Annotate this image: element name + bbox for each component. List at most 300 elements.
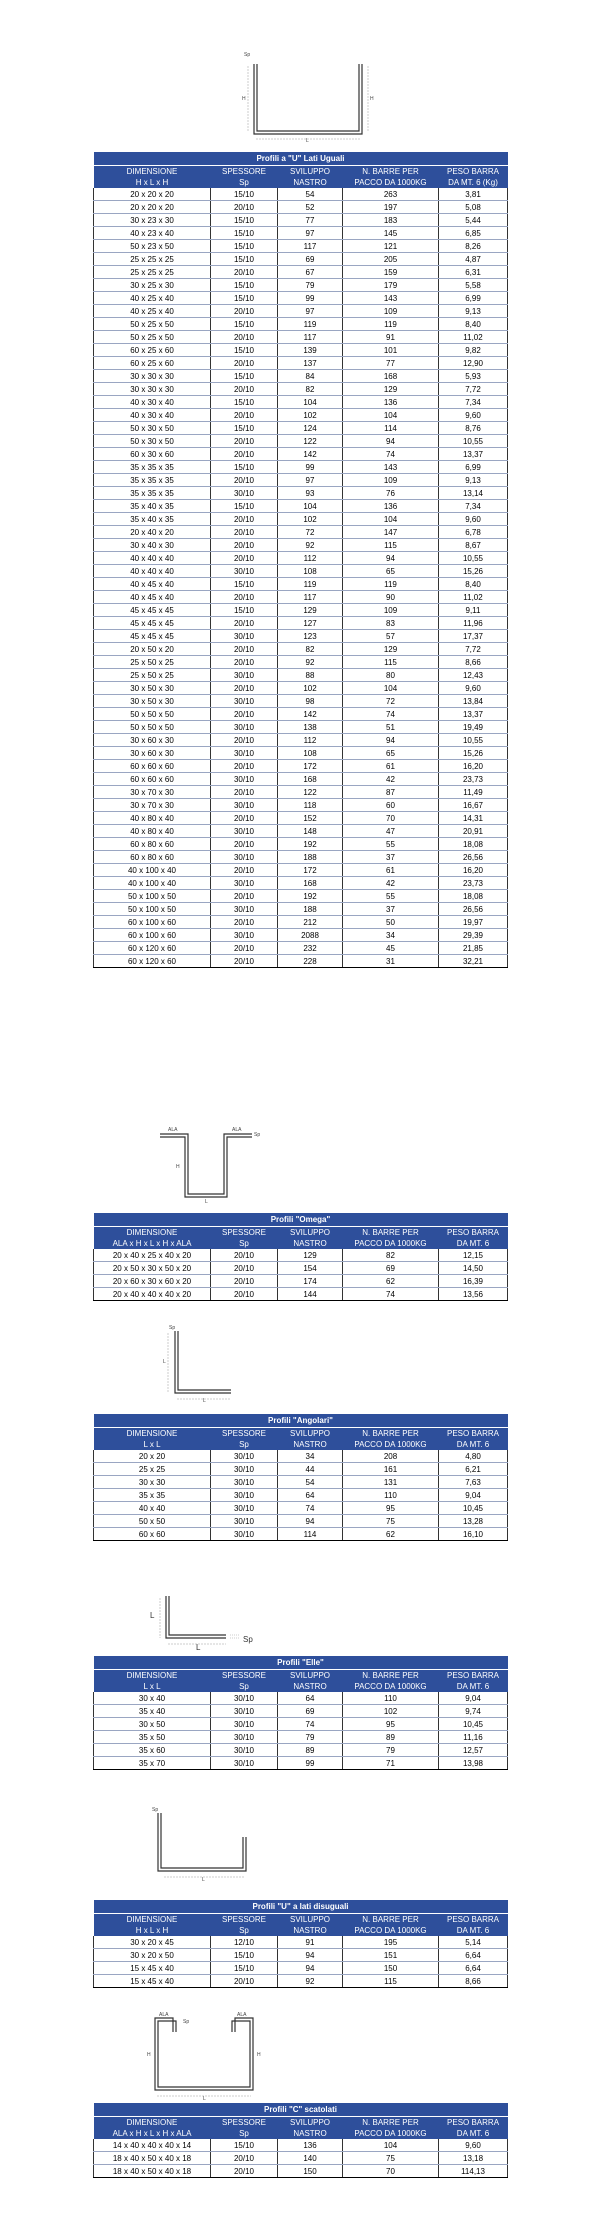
bars-cell: 55 <box>343 838 439 851</box>
bars-cell: 104 <box>343 409 439 422</box>
weight-cell: 6,64 <box>439 1962 508 1975</box>
thickness-cell: 20/10 <box>211 474 278 487</box>
thickness-cell: 20/10 <box>211 1249 278 1262</box>
weight-cell: 8,67 <box>439 539 508 552</box>
thickness-cell: 15/10 <box>211 318 278 331</box>
development-cell: 99 <box>278 461 343 474</box>
col-development-sub: NASTRO <box>278 1439 343 1450</box>
dimension-cell: 20 x 20 x 20 <box>94 201 211 214</box>
bars-cell: 115 <box>343 656 439 669</box>
thickness-cell: 30/10 <box>211 903 278 916</box>
dimension-cell: 60 x 60 x 60 <box>94 760 211 773</box>
weight-cell: 9,13 <box>439 305 508 318</box>
dimension-cell: 30 x 40 x 30 <box>94 539 211 552</box>
bars-cell: 75 <box>343 2152 439 2165</box>
thickness-cell: 30/10 <box>211 1692 278 1705</box>
thickness-cell: 20/10 <box>211 786 278 799</box>
development-cell: 139 <box>278 344 343 357</box>
table-row <box>94 617 508 630</box>
col-weight: PESO BARRA <box>439 166 508 178</box>
bars-cell: 65 <box>343 565 439 578</box>
weight-cell: 11,49 <box>439 786 508 799</box>
bars-cell: 129 <box>343 383 439 396</box>
bars-cell: 119 <box>343 318 439 331</box>
development-cell: 69 <box>278 253 343 266</box>
development-cell: 74 <box>278 1718 343 1731</box>
col-dimension-sub: L x L <box>94 1681 211 1692</box>
weight-cell: 16,67 <box>439 799 508 812</box>
table-row <box>94 487 508 500</box>
development-cell: 89 <box>278 1744 343 1757</box>
table-row <box>94 630 508 643</box>
development-cell: 154 <box>278 1262 343 1275</box>
thickness-cell: 30/10 <box>211 1528 278 1541</box>
dimension-cell: 40 x 100 x 40 <box>94 877 211 890</box>
development-cell: 74 <box>278 1502 343 1515</box>
col-development: SVILUPPO <box>278 1428 343 1440</box>
height-label-right: H <box>370 96 374 102</box>
col-dimension-sub: H x L x H <box>94 1925 211 1936</box>
table-row <box>94 526 508 539</box>
col-weight-sub: DA MT. 6 <box>439 1925 508 1936</box>
dimension-cell: 15 x 45 x 40 <box>94 1962 211 1975</box>
col-thickness-sub: Sp <box>211 1238 278 1249</box>
dimension-cell: 40 x 80 x 40 <box>94 812 211 825</box>
weight-cell: 13,56 <box>439 1288 508 1301</box>
bars-cell: 69 <box>343 1262 439 1275</box>
weight-cell: 10,45 <box>439 1718 508 1731</box>
height-label-right: H <box>257 2052 261 2058</box>
table-title: Profili "U" a lati disuguali <box>94 1900 508 1914</box>
weight-cell: 7,72 <box>439 643 508 656</box>
col-weight-sub: DA MT. 6 <box>439 2128 508 2139</box>
development-cell: 102 <box>278 682 343 695</box>
table-row <box>94 1705 508 1718</box>
development-cell: 232 <box>278 942 343 955</box>
bars-cell: 150 <box>343 1962 439 1975</box>
weight-cell: 14,50 <box>439 1262 508 1275</box>
col-weight-sub: DA MT. 6 <box>439 1439 508 1450</box>
bars-cell: 121 <box>343 240 439 253</box>
dimension-cell: 20 x 50 x 30 x 50 x 20 <box>94 1262 211 1275</box>
table-omega <box>93 1213 508 1301</box>
dimension-cell: 60 x 25 x 60 <box>94 344 211 357</box>
table-row <box>94 500 508 513</box>
development-cell: 114 <box>278 1528 343 1541</box>
bars-cell: 161 <box>343 1463 439 1476</box>
dimension-cell: 60 x 30 x 60 <box>94 448 211 461</box>
bars-cell: 74 <box>343 1288 439 1301</box>
table-row <box>94 396 508 409</box>
col-bars: N. BARRE PER <box>343 1914 439 1926</box>
thickness-cell: 15/10 <box>211 461 278 474</box>
development-cell: 188 <box>278 903 343 916</box>
development-cell: 172 <box>278 864 343 877</box>
dimension-cell: 25 x 25 <box>94 1463 211 1476</box>
development-cell: 112 <box>278 552 343 565</box>
development-cell: 69 <box>278 1705 343 1718</box>
dimension-cell: 60 x 100 x 60 <box>94 916 211 929</box>
bars-cell: 31 <box>343 955 439 968</box>
dimension-cell: 20 x 50 x 20 <box>94 643 211 656</box>
table-row <box>94 201 508 214</box>
height-label-left: H <box>147 2052 151 2058</box>
development-cell: 104 <box>278 396 343 409</box>
thickness-cell: 30/10 <box>211 565 278 578</box>
development-cell: 97 <box>278 305 343 318</box>
development-cell: 119 <box>278 578 343 591</box>
dimension-cell: 50 x 50 x 50 <box>94 708 211 721</box>
thickness-cell: 20/10 <box>211 1262 278 1275</box>
dimension-cell: 45 x 45 x 45 <box>94 604 211 617</box>
length-label: L <box>203 2096 206 2100</box>
weight-cell: 5,93 <box>439 370 508 383</box>
dimension-cell: 50 x 25 x 50 <box>94 318 211 331</box>
col-thickness: SPESSORE <box>211 1428 278 1440</box>
thickness-label: Sp <box>254 1132 261 1138</box>
development-cell: 192 <box>278 838 343 851</box>
dimension-cell: 30 x 70 x 30 <box>94 786 211 799</box>
bars-cell: 159 <box>343 266 439 279</box>
table-row <box>94 474 508 487</box>
development-cell: 44 <box>278 1463 343 1476</box>
thickness-cell: 15/10 <box>211 370 278 383</box>
bars-cell: 110 <box>343 1692 439 1705</box>
thickness-label: Sp <box>244 52 251 58</box>
thickness-cell: 20/10 <box>211 1975 278 1988</box>
development-cell: 79 <box>278 1731 343 1744</box>
development-cell: 129 <box>278 604 343 617</box>
dimension-cell: 30 x 60 x 30 <box>94 747 211 760</box>
development-cell: 188 <box>278 851 343 864</box>
dimension-cell: 30 x 20 x 50 <box>94 1949 211 1962</box>
table-row <box>94 734 508 747</box>
weight-cell: 3,81 <box>439 188 508 201</box>
dimension-cell: 40 x 45 x 40 <box>94 591 211 604</box>
thickness-cell: 20/10 <box>211 539 278 552</box>
bars-cell: 70 <box>343 812 439 825</box>
weight-cell: 6,99 <box>439 461 508 474</box>
col-dimension: DIMENSIONE <box>94 1670 211 1682</box>
dimension-cell: 60 x 60 <box>94 1528 211 1541</box>
weight-cell: 16,10 <box>439 1528 508 1541</box>
development-cell: 94 <box>278 1962 343 1975</box>
table-row <box>94 786 508 799</box>
table-row <box>94 2152 508 2165</box>
dimension-cell: 40 x 30 x 40 <box>94 409 211 422</box>
thickness-cell: 15/10 <box>211 396 278 409</box>
development-cell: 2088 <box>278 929 343 942</box>
weight-cell: 13,37 <box>439 708 508 721</box>
col-weight: PESO BARRA <box>439 1670 508 1682</box>
dimension-cell: 40 x 45 x 40 <box>94 578 211 591</box>
table-row <box>94 1262 508 1275</box>
thickness-cell: 30/10 <box>211 721 278 734</box>
bars-cell: 61 <box>343 864 439 877</box>
table-row <box>94 552 508 565</box>
col-development: SVILUPPO <box>278 1670 343 1682</box>
weight-cell: 9,74 <box>439 1705 508 1718</box>
col-dimension: DIMENSIONE <box>94 166 211 178</box>
weight-cell: 5,44 <box>439 214 508 227</box>
table-row <box>94 877 508 890</box>
weight-cell: 8,40 <box>439 578 508 591</box>
table-title: Profili "C" scatolati <box>94 2103 508 2117</box>
dimension-cell: 40 x 40 <box>94 1502 211 1515</box>
weight-cell: 7,63 <box>439 1476 508 1489</box>
bars-cell: 136 <box>343 500 439 513</box>
development-cell: 172 <box>278 760 343 773</box>
weight-cell: 10,55 <box>439 552 508 565</box>
table-row <box>94 812 508 825</box>
bars-cell: 55 <box>343 890 439 903</box>
dimension-cell: 30 x 50 x 30 <box>94 682 211 695</box>
thickness-cell: 30/10 <box>211 1502 278 1515</box>
development-cell: 112 <box>278 734 343 747</box>
table-u-unequal <box>93 1900 508 1988</box>
col-development-sub: NASTRO <box>278 2128 343 2139</box>
weight-cell: 11,16 <box>439 1731 508 1744</box>
development-cell: 122 <box>278 786 343 799</box>
dimension-cell: 20 x 40 x 25 x 40 x 20 <box>94 1249 211 1262</box>
thickness-cell: 15/10 <box>211 344 278 357</box>
dimension-cell: 60 x 120 x 60 <box>94 955 211 968</box>
thickness-cell: 30/10 <box>211 630 278 643</box>
table-title: Profili a "U" Lati Uguali <box>94 152 508 166</box>
thickness-cell: 20/10 <box>211 916 278 929</box>
table-title: Profili "Omega" <box>94 1213 508 1227</box>
col-thickness-sub: Sp <box>211 1439 278 1450</box>
development-cell: 117 <box>278 240 343 253</box>
thickness-cell: 30/10 <box>211 1450 278 1463</box>
elle-profile-diagram <box>148 1590 268 1650</box>
thickness-cell: 30/10 <box>211 487 278 500</box>
weight-cell: 19,97 <box>439 916 508 929</box>
bars-cell: 34 <box>343 929 439 942</box>
weight-cell: 9,60 <box>439 513 508 526</box>
thickness-cell: 15/10 <box>211 279 278 292</box>
dimension-cell: 30 x 25 x 30 <box>94 279 211 292</box>
col-development-sub: NASTRO <box>278 177 343 188</box>
weight-cell: 16,20 <box>439 760 508 773</box>
weight-cell: 8,66 <box>439 1975 508 1988</box>
weight-cell: 12,90 <box>439 357 508 370</box>
table-row <box>94 409 508 422</box>
development-cell: 88 <box>278 669 343 682</box>
weight-cell: 9,60 <box>439 682 508 695</box>
bars-cell: 45 <box>343 942 439 955</box>
thickness-cell: 20/10 <box>211 812 278 825</box>
dimension-cell: 30 x 40 <box>94 1692 211 1705</box>
development-cell: 77 <box>278 214 343 227</box>
table-elle <box>93 1656 508 1770</box>
development-cell: 67 <box>278 266 343 279</box>
table-c-box <box>93 2103 508 2178</box>
table-row <box>94 864 508 877</box>
thickness-cell: 20/10 <box>211 643 278 656</box>
dimension-cell: 40 x 30 x 40 <box>94 396 211 409</box>
thickness-cell: 20/10 <box>211 435 278 448</box>
dimension-cell: 45 x 45 x 45 <box>94 617 211 630</box>
weight-cell: 10,55 <box>439 435 508 448</box>
table-row <box>94 1744 508 1757</box>
col-bars-sub: PACCO DA 1000KG <box>343 1238 439 1249</box>
dimension-cell: 30 x 30 <box>94 1476 211 1489</box>
thickness-cell: 20/10 <box>211 357 278 370</box>
development-cell: 64 <box>278 1692 343 1705</box>
bars-cell: 109 <box>343 474 439 487</box>
bars-cell: 101 <box>343 344 439 357</box>
bars-cell: 136 <box>343 396 439 409</box>
weight-cell: 13,98 <box>439 1757 508 1770</box>
development-cell: 140 <box>278 2152 343 2165</box>
table-row <box>94 656 508 669</box>
bars-cell: 77 <box>343 357 439 370</box>
thickness-label: Sp <box>183 2019 190 2025</box>
dimension-cell: 40 x 100 x 40 <box>94 864 211 877</box>
weight-cell: 6,78 <box>439 526 508 539</box>
weight-cell: 7,72 <box>439 383 508 396</box>
dimension-cell: 25 x 50 x 25 <box>94 669 211 682</box>
dimension-cell: 25 x 50 x 25 <box>94 656 211 669</box>
table-title: Profili "Elle" <box>94 1656 508 1670</box>
dimension-cell: 30 x 50 x 30 <box>94 695 211 708</box>
table-row <box>94 1502 508 1515</box>
thickness-cell: 20/10 <box>211 2165 278 2178</box>
development-cell: 142 <box>278 708 343 721</box>
development-cell: 108 <box>278 747 343 760</box>
table-row <box>94 838 508 851</box>
development-cell: 148 <box>278 825 343 838</box>
development-cell: 54 <box>278 188 343 201</box>
length-label: L <box>306 138 309 142</box>
dimension-cell: 50 x 100 x 50 <box>94 903 211 916</box>
thickness-cell: 20/10 <box>211 513 278 526</box>
table-row <box>94 1489 508 1502</box>
development-cell: 97 <box>278 474 343 487</box>
weight-cell: 10,55 <box>439 734 508 747</box>
development-cell: 34 <box>278 1450 343 1463</box>
col-bars: N. BARRE PER <box>343 1428 439 1440</box>
thickness-cell: 30/10 <box>211 1757 278 1770</box>
dimension-cell: 60 x 100 x 60 <box>94 929 211 942</box>
thickness-cell: 15/10 <box>211 578 278 591</box>
development-cell: 108 <box>278 565 343 578</box>
table-row <box>94 1528 508 1541</box>
thickness-cell: 20/10 <box>211 552 278 565</box>
table-row <box>94 1692 508 1705</box>
col-bars: N. BARRE PER <box>343 166 439 178</box>
length-label: L <box>205 1199 208 1204</box>
col-bars-sub: PACCO DA 1000KG <box>343 2128 439 2139</box>
col-weight: PESO BARRA <box>439 2117 508 2129</box>
table-row <box>94 1731 508 1744</box>
thickness-cell: 20/10 <box>211 942 278 955</box>
development-cell: 168 <box>278 773 343 786</box>
table-row <box>94 578 508 591</box>
table-row <box>94 292 508 305</box>
weight-cell: 6,21 <box>439 1463 508 1476</box>
ala-label-left: ALA <box>168 1127 178 1133</box>
thickness-cell: 20/10 <box>211 617 278 630</box>
thickness-cell: 30/10 <box>211 877 278 890</box>
development-cell: 192 <box>278 890 343 903</box>
development-cell: 168 <box>278 877 343 890</box>
development-cell: 99 <box>278 1757 343 1770</box>
table-row <box>94 721 508 734</box>
weight-cell: 13,28 <box>439 1515 508 1528</box>
col-dimension: DIMENSIONE <box>94 1914 211 1926</box>
table-row <box>94 1515 508 1528</box>
side-label-horizontal: L <box>196 1643 201 1650</box>
dimension-cell: 45 x 45 x 45 <box>94 630 211 643</box>
col-thickness-sub: Sp <box>211 2128 278 2139</box>
dimension-cell: 30 x 23 x 30 <box>94 214 211 227</box>
development-cell: 124 <box>278 422 343 435</box>
bars-cell: 110 <box>343 1489 439 1502</box>
thickness-cell: 20/10 <box>211 682 278 695</box>
thickness-cell: 30/10 <box>211 1731 278 1744</box>
thickness-cell: 20/10 <box>211 383 278 396</box>
thickness-cell: 30/10 <box>211 1718 278 1731</box>
thickness-cell: 20/10 <box>211 526 278 539</box>
development-cell: 118 <box>278 799 343 812</box>
bars-cell: 71 <box>343 1757 439 1770</box>
thickness-cell: 15/10 <box>211 253 278 266</box>
development-cell: 93 <box>278 487 343 500</box>
bars-cell: 82 <box>343 1249 439 1262</box>
dimension-cell: 35 x 70 <box>94 1757 211 1770</box>
col-thickness-sub: Sp <box>211 177 278 188</box>
bars-cell: 74 <box>343 708 439 721</box>
col-thickness-sub: Sp <box>211 1925 278 1936</box>
table-row <box>94 799 508 812</box>
weight-cell: 11,02 <box>439 331 508 344</box>
development-cell: 174 <box>278 1275 343 1288</box>
weight-cell: 26,56 <box>439 851 508 864</box>
development-cell: 136 <box>278 2139 343 2152</box>
u-unequal-profile-diagram <box>148 1807 258 1882</box>
thickness-cell: 30/10 <box>211 1515 278 1528</box>
dimension-cell: 50 x 30 x 50 <box>94 422 211 435</box>
dimension-cell: 40 x 80 x 40 <box>94 825 211 838</box>
development-cell: 79 <box>278 279 343 292</box>
thickness-cell: 30/10 <box>211 825 278 838</box>
development-cell: 84 <box>278 370 343 383</box>
bars-cell: 42 <box>343 773 439 786</box>
bars-cell: 94 <box>343 435 439 448</box>
development-cell: 144 <box>278 1288 343 1301</box>
table-row <box>94 1288 508 1301</box>
bars-cell: 83 <box>343 617 439 630</box>
weight-cell: 5,14 <box>439 1936 508 1949</box>
dimension-cell: 15 x 45 x 40 <box>94 1975 211 1988</box>
table-row <box>94 903 508 916</box>
development-cell: 129 <box>278 1249 343 1262</box>
development-cell: 92 <box>278 539 343 552</box>
weight-cell: 13,14 <box>439 487 508 500</box>
col-weight: PESO BARRA <box>439 1428 508 1440</box>
dimension-cell: 35 x 50 <box>94 1731 211 1744</box>
weight-cell: 8,26 <box>439 240 508 253</box>
bars-cell: 114 <box>343 422 439 435</box>
development-cell: 64 <box>278 1489 343 1502</box>
weight-cell: 5,08 <box>439 201 508 214</box>
table-row <box>94 253 508 266</box>
thickness-cell: 20/10 <box>211 201 278 214</box>
weight-cell: 12,43 <box>439 669 508 682</box>
thickness-cell: 15/10 <box>211 1962 278 1975</box>
